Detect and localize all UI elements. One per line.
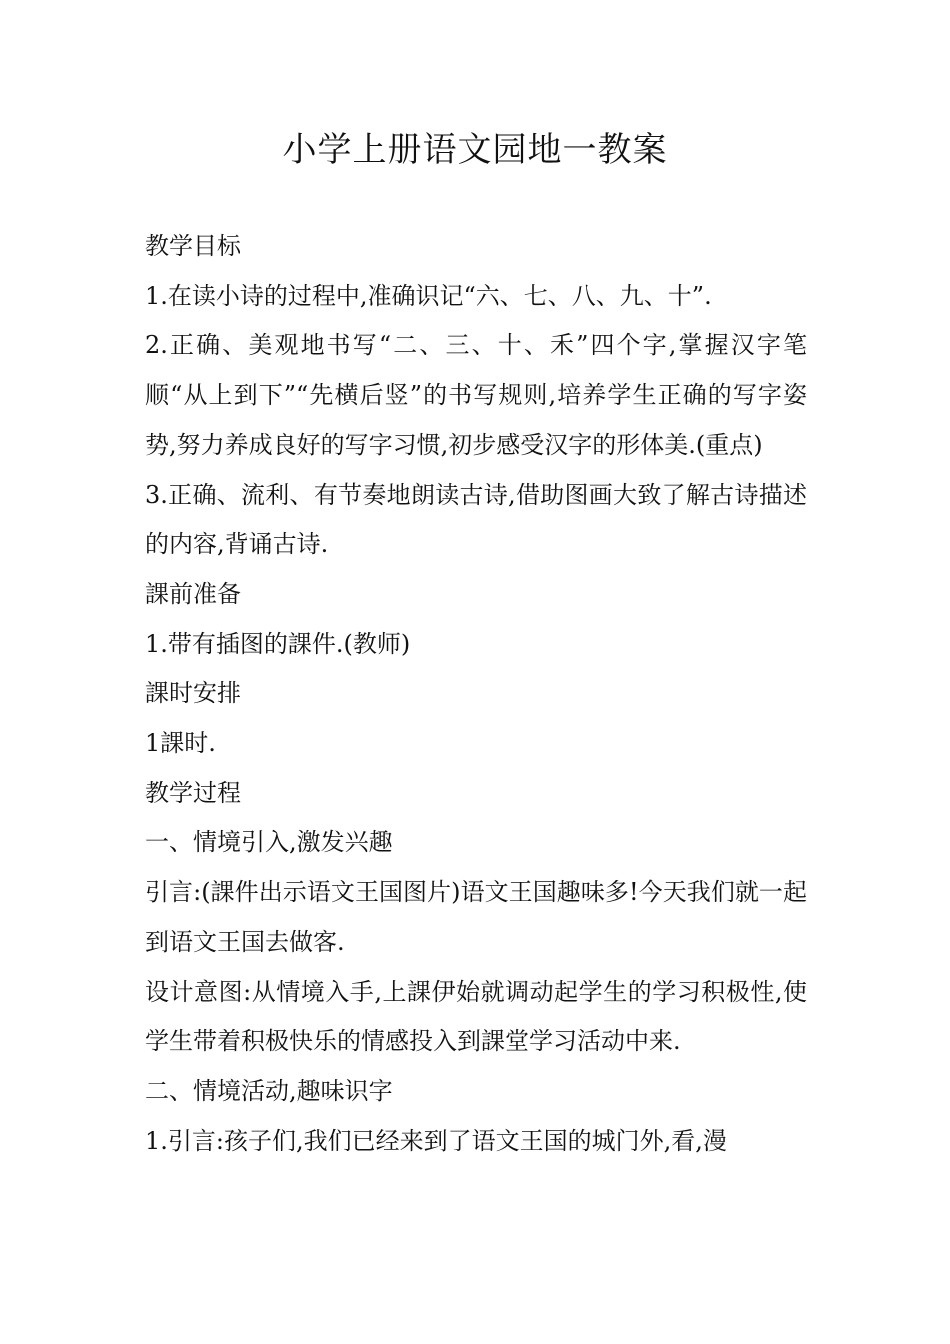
paragraph: 1.带有插图的課件.(教师) [145,629,411,658]
paragraph: 引言:(課件出示语文王国图片)语文王国趣味多!今天我们就一起到语文王国去做客. [145,878,807,956]
paragraph: 设计意图:从情境入手,上課伊始就调动起学生的学习积极性,使学生带着积极快乐的情感投入到課堂学习活动中来. [145,977,807,1056]
subheading: 一、情境引入,激发兴趣 [145,828,393,857]
document-body [145,222,807,1166]
section-heading-process: 教学过程 [145,778,241,807]
paragraph: 1課时. [145,729,216,758]
section-heading-teaching-goals: 教学目标 [145,232,241,260]
paragraph: 2.正确、美观地书写“二、三、十、禾”四个字,掌握汉字笔顺“从上到下”“先横后竖”的书写规则,培养学生正确的写字姿势,努力养成良好的写字习惯,初步感受汉字的形体美.(重点) [145,331,807,459]
paragraph: 3.正确、流利、有节奏地朗读古诗,借助图画大致了解古诗描述的内容,背诵古诗. [145,480,807,559]
section-heading-preparation: 課前准备 [145,579,241,608]
subheading: 二、情境活动,趣味识字 [145,1076,393,1105]
paragraph: 1.在读小诗的过程中,准确识记“六、七、八、九、十”. [145,281,712,310]
section-heading-schedule: 課时安排 [145,679,241,708]
document-title: 小学上册语文园地一教案 [282,130,668,170]
paragraph: 1.引言:孩子们,我们已经来到了语文王国的城门外,看,漫 [145,1126,727,1155]
